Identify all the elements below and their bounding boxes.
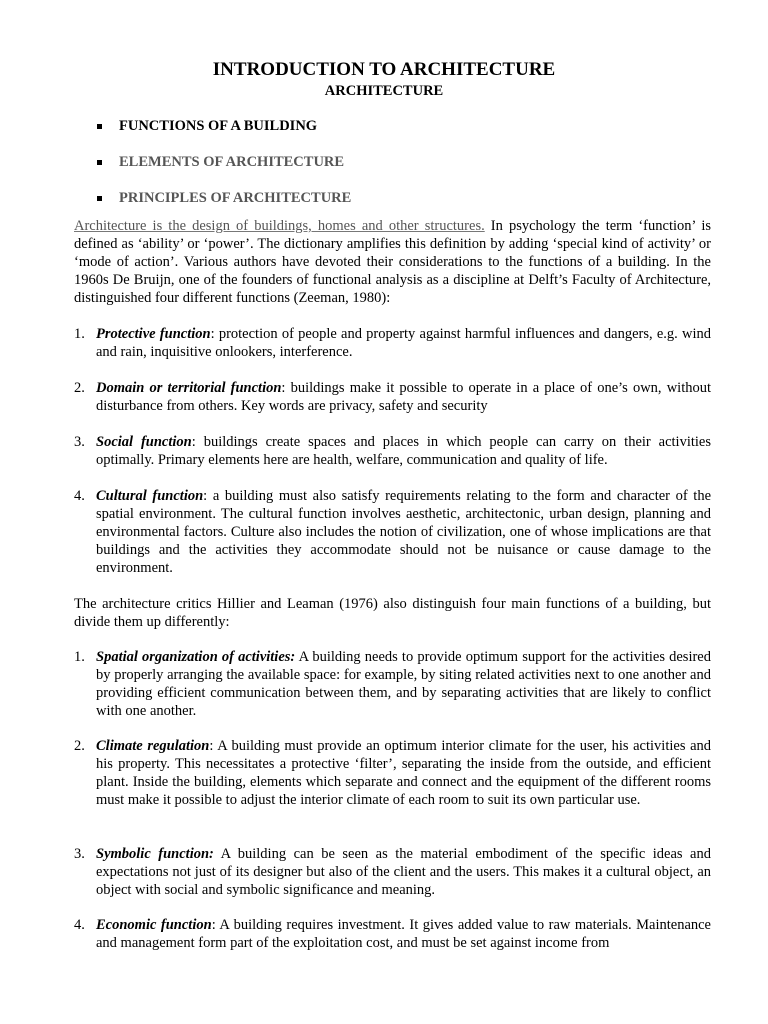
list1-item [74,487,711,577]
function-term: Cultural function [96,488,204,504]
function-term: Symbolic function: [96,846,214,862]
function-term: Spatial organization of activities: [96,649,296,665]
function-description: : buildings make it possible to operate in a place of one’s own, without disturbance from others. Key words are privacy, safety and security [96,380,711,414]
function-term: Domain or territorial function [96,380,282,396]
topic-bullet-list [96,116,351,224]
list-number: 2. [74,380,85,396]
document-subtitle: ARCHITECTURE [324,83,444,99]
bullet-item [96,152,351,188]
list1-item [74,433,711,469]
list-number: 4. [74,488,85,504]
function-description: : a building must also satisfy requirements relating to the form and character of the spatial environment. The cultural function involves aesthetic, architectonic, urban design, planning and environmental factors. Culture also includes the notion of civilization, one of whose implications are that buildings and the activities they accommodate should not be nuisance or cause damage to the environment. [96,488,712,576]
bullet-item [96,116,351,152]
bullet-text: FUNCTIONS OF A BUILDING [119,118,318,134]
square-bullet-icon [97,196,102,201]
function-description: A building needs to provide optimum support for the activities desired by properly arranging the available space: for example, by siting related activities next to one another and providing efficient communication between them, and by separating activities that are likely to conflict with one another. [96,649,711,719]
list2-item [74,845,711,899]
function-term: Economic function [96,917,212,933]
list2-item [74,648,711,720]
function-description: : protection of people and property against harmful influences and dangers, e.g. wind and rain, inquisitive onlookers, interference. [96,326,712,360]
intro-text: In psychology the term ‘function’ is defined as ‘ability’ or ‘power’. The dictionary amplifies this definition by adding ‘special kind of activity’ or ‘mode of action’. Various authors have devoted their considerations to the functions of a building. In the 1960s De Bruijn, one of the founders of functional analysis as a discipline at Delft’s Faculty of Architecture, distinguished four different functions (Zeeman, 1980): [74,218,712,306]
list-number: 2. [74,738,85,754]
function-description: : A building must provide an optimum interior climate for the user, his activities and his property. This necessitates a protective ‘filter’, separating the inside from the outside, and efficient plant. Inside the building, elements which separate and connect and the equipment of the different rooms must make it possible to adjust the interior climate of each room to suit its own particular use. [96,738,712,808]
definition-link[interactable]: Architecture is the design of buildings, homes and other structures. [74,218,485,234]
square-bullet-icon [97,160,102,165]
list-number: 1. [74,326,85,342]
intro-paragraph [74,217,711,307]
middle-paragraph: The architecture critics Hillier and Leaman (1976) also distinguish four main functions of a building, but divide them up differently: [74,596,711,630]
bullet-text: ELEMENTS OF ARCHITECTURE [119,154,345,170]
function-description: A building can be seen as the material embodiment of the specific ideas and expectations not just of its designer but also of the client and the users. This makes it a cultural object, an object with social and symbolic significance and meaning. [96,846,711,898]
function-description: : buildings create spaces and places in which people can carry on their activities optimally. Primary elements here are health, welfare, communication and quality of life. [96,434,711,468]
bullet-text: PRINCIPLES OF ARCHITECTURE [119,190,352,206]
function-term: Climate regulation [96,738,210,754]
list-number: 1. [74,649,85,665]
list1-item [74,325,711,361]
function-term: Social function [96,434,192,450]
list-number: 3. [74,846,85,862]
function-description: : A building requires investment. It gives added value to raw materials. Maintenance and management form part of the exploitation cost, and must be set against income from [96,917,711,951]
document-title: INTRODUCTION TO ARCHITECTURE [212,59,556,80]
list1-item [74,379,711,415]
list-number: 3. [74,434,85,450]
list-number: 4. [74,917,85,933]
function-term: Protective function [96,326,211,342]
list2-item [74,916,711,952]
list2-item [74,737,711,809]
square-bullet-icon [97,124,102,129]
